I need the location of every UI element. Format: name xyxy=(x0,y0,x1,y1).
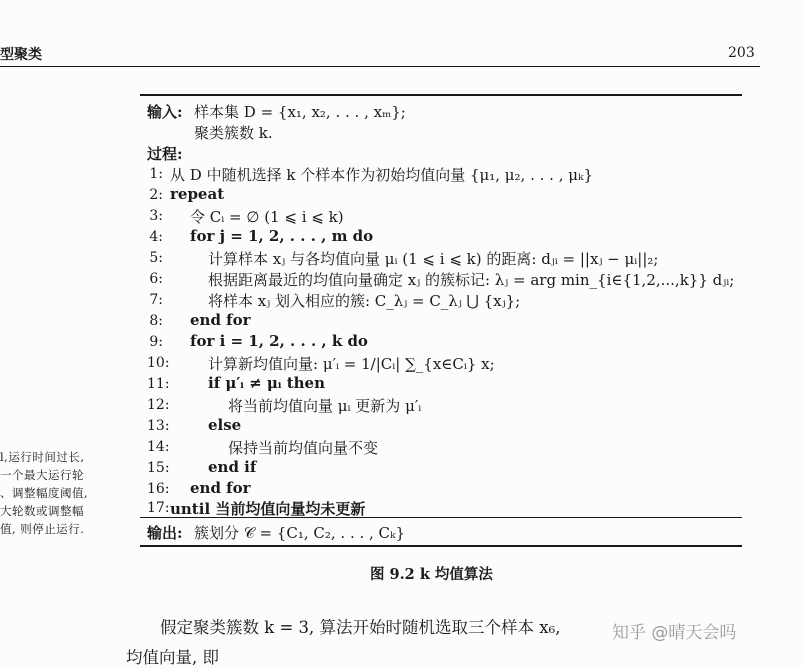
input-line-1: 样本集 D = {x₁, x₂, . . . , xₘ}; xyxy=(194,103,406,121)
line-number: 17: xyxy=(147,500,170,516)
line-number: 8: xyxy=(149,313,163,329)
page-number: 203 xyxy=(728,45,755,61)
margin-note-line: 大轮数或调整幅 xyxy=(0,504,84,518)
algorithm-bottom-rule xyxy=(140,545,742,547)
algorithm-line: 根据距离最近的均值向量确定 xⱼ 的簇标记: λⱼ = arg min_{i∈{1,2,...,k}} dⱼᵢ; xyxy=(208,271,735,289)
line-number: 16: xyxy=(147,481,170,497)
margin-note-line: 一个最大运行轮 xyxy=(0,468,84,482)
algorithm-line: 将当前均值向量 μᵢ 更新为 μ′ᵢ xyxy=(228,397,422,415)
process-label: 过程: xyxy=(147,145,183,163)
input-line-2: 聚类簇数 k. xyxy=(194,124,273,142)
line-number: 12: xyxy=(147,397,170,413)
margin-note-line: l,运行时间过长, xyxy=(0,450,85,464)
algorithm-top-rule xyxy=(140,94,742,96)
body-paragraph-line-2: 均值向量, 即 xyxy=(126,648,219,667)
watermark: 知乎 @晴天会吗 xyxy=(612,623,737,643)
algorithm-line: end for xyxy=(190,311,251,329)
margin-note-line: 值, 则停止运行. xyxy=(0,522,85,536)
algorithm-line: for j = 1, 2, . . . , m do xyxy=(190,227,374,245)
algorithm-line: if μ′ᵢ ≠ μᵢ then xyxy=(208,374,325,392)
algorithm-line: end if xyxy=(208,458,257,476)
line-number: 1: xyxy=(149,166,163,182)
output-label: 输出: xyxy=(147,524,183,542)
algorithm-line: for i = 1, 2, . . . , k do xyxy=(190,332,368,350)
algorithm-line: 计算新均值向量: μ′ᵢ = 1/|Cᵢ| ∑_{x∈Cᵢ} x; xyxy=(208,355,495,373)
algorithm-line: 保持当前均值向量不变 xyxy=(228,439,379,457)
algorithm-line: 令 Cᵢ = ∅ (1 ⩽ i ⩽ k) xyxy=(190,208,344,226)
header-rule xyxy=(0,66,760,67)
line-number: 14: xyxy=(147,439,170,455)
margin-note-line: 、调整幅度阈值, xyxy=(0,486,89,500)
algorithm-line: end for xyxy=(190,479,251,497)
output-text: 簇划分 𝒞 = {C₁, C₂, . . . , Cₖ} xyxy=(194,524,406,542)
running-header-title: 型聚类 xyxy=(0,47,42,63)
algorithm-line: until 当前均值向量均未更新 xyxy=(170,500,366,518)
body-paragraph-line-1: 假定聚类簇数 k = 3, 算法开始时随机选取三个样本 x₆, xyxy=(160,618,561,637)
algorithm-line: repeat xyxy=(170,185,225,203)
line-number: 13: xyxy=(147,418,170,434)
algorithm-line: else xyxy=(208,416,242,434)
line-number: 15: xyxy=(147,460,170,476)
input-label: 输入: xyxy=(147,103,183,121)
figure-caption: 图 9.2 k 均值算法 xyxy=(370,566,493,583)
line-number: 3: xyxy=(149,208,163,224)
algorithm-line: 计算样本 xⱼ 与各均值向量 μᵢ (1 ⩽ i ⩽ k) 的距离: dⱼᵢ = ||xⱼ − μᵢ||₂; xyxy=(208,250,659,268)
line-number: 5: xyxy=(149,250,163,266)
line-number: 7: xyxy=(149,292,163,308)
algorithm-line: 将样本 xⱼ 划入相应的簇: C_λⱼ = C_λⱼ ⋃ {xⱼ}; xyxy=(208,292,521,310)
line-number: 2: xyxy=(149,187,163,203)
line-number: 6: xyxy=(149,271,163,287)
line-number: 11: xyxy=(147,376,170,392)
line-number: 4: xyxy=(149,229,163,245)
line-number: 9: xyxy=(149,334,163,350)
line-number: 10: xyxy=(147,355,170,371)
algorithm-line: 从 D 中随机选择 k 个样本作为初始均值向量 {μ₁, μ₂, . . . , μₖ} xyxy=(170,166,594,184)
